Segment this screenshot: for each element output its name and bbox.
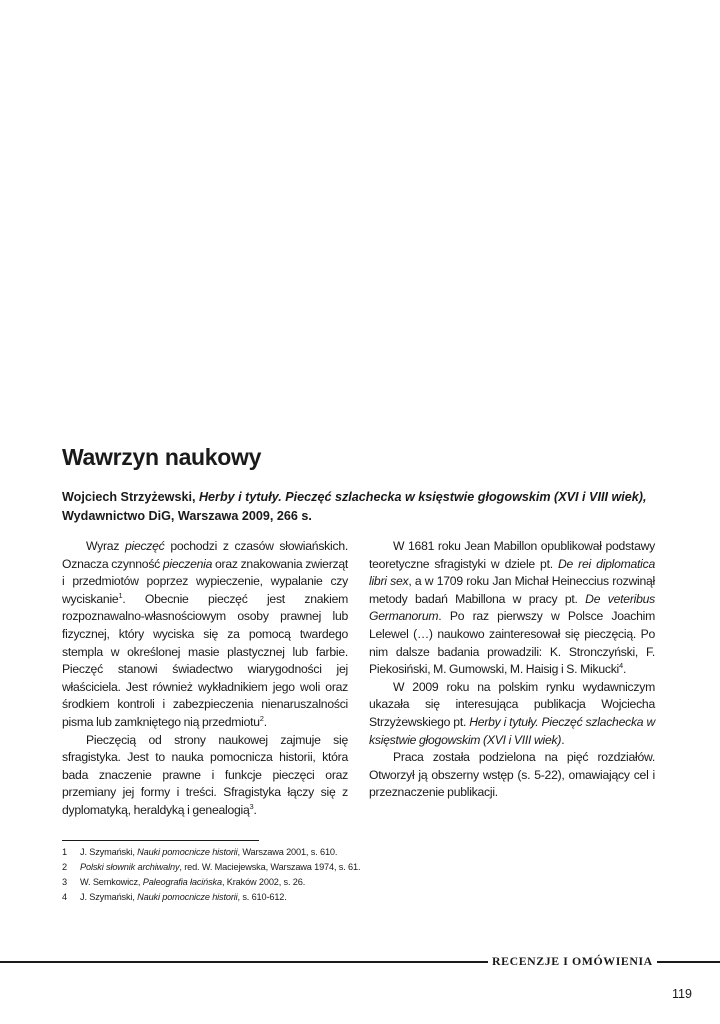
paragraph: W 2009 roku na polskim rynku wydawniczym ukazała się interesująca publikacja Wojciecha Strzyżewskiego pt. Herby i tytuły. Pieczęć szlachecka w księstwie głogowskim (XVI i VIII wiek). <box>369 679 655 747</box>
paragraph: Wyraz pieczęć pochodzi z czasów słowiańskich. Oznacza czynność pieczenia oraz znakowania zwierząt i przedmiotów poprzez wypieczenie, wypalanie czy wyciskanie$^1$. Obecnie pieczęć jest znakiem rozpoznawalno-własnościowym osoby prawnej lub fizycznej, który wyciska się za pomocą twardego stempla w określonej masie plastycznej lub farbie. Pieczęć stanowi świadectwo wiarygodności jej właściciela. Jest również wykładnikiem jego woli oraz środkiem kontroli i zabezpieczenia nienaruszalności pisma lub zamkniętego nią przedmiotu$^2$. <box>62 539 349 729</box>
footnote-divider <box>62 840 259 841</box>
book-publisher: Wydawnictwo DiG, Warszawa 2009, 266 s. <box>62 509 312 523</box>
paragraph: Praca została podzielona na pięć rozdziałów. Otworzył ją obszerny wstęp (s. 5-22), omawiający cel i przeznaczenie publikacji. <box>369 750 655 800</box>
reviewed-book-reference <box>62 488 662 526</box>
footnote: 4 J. Szymański, Nauki pomocnicze historii, s. 610-612. <box>62 892 287 902</box>
right-text-column <box>369 538 655 802</box>
footnote-ref[interactable]: 3 <box>249 801 254 811</box>
footnote: 2 Polski słownik archiwalny, red. W. Maciejewska, Warszawa 1974, s. 61. <box>62 862 361 872</box>
footnote-ref[interactable]: 2 <box>259 713 264 723</box>
footnote-ref[interactable]: 4 <box>619 661 623 671</box>
article-heading: Wawrzyn naukowy <box>62 444 262 470</box>
book-author: Wojciech Strzyżewski, <box>62 490 196 504</box>
footnote-ref[interactable]: 1 <box>118 590 123 600</box>
paragraph: W 1681 roku Jean Mabillon opublikował podstawy teoretyczne sfragistyki w dziele pt. De rei diplomatica libri sex, a w 1709 roku Jan Michał Heineccius rozwinął metody badań Mabillona w pracy pt. De veteribus Germanorum. Po raz pierwszy w Polsce Joachim Lelewel (…) naukowo zainteresował się pieczęcią. Po nim dalsze badania prowadzili: K. Stronczyński, F. Piekosiński, M. Gumowski, M. Haisig i S. Mikucki$^4$. <box>369 539 655 677</box>
left-text-column <box>62 538 348 820</box>
footnote: 1 J. Szymański, Nauki pomocnicze historii, Warszawa 2001, s. 610. <box>62 847 338 857</box>
section-label: RECENZJE I OMÓWIENIA <box>492 954 657 969</box>
paragraph: Pieczęcią od strony naukowej zajmuje się sfragistyka. Jest to nauka pomocnicza historii, która bada znaczenie prawne i funkcje pieczęci oraz przemiany jej formy i treści. Sfragistyka łączy się z dyplomatyką, heraldyką i genealogią$^3$. <box>62 732 348 817</box>
footnote: 3 W. Semkowicz, Paleografia łacińska, Kraków 2002, s. 26. <box>62 877 306 887</box>
footnotes <box>62 845 522 905</box>
page-number: 119 <box>672 987 692 1001</box>
book-title: Herby i tytuły. Pieczęć szlachecka w księstwie głogowskim (XVI i VIII wiek), <box>198 490 647 504</box>
